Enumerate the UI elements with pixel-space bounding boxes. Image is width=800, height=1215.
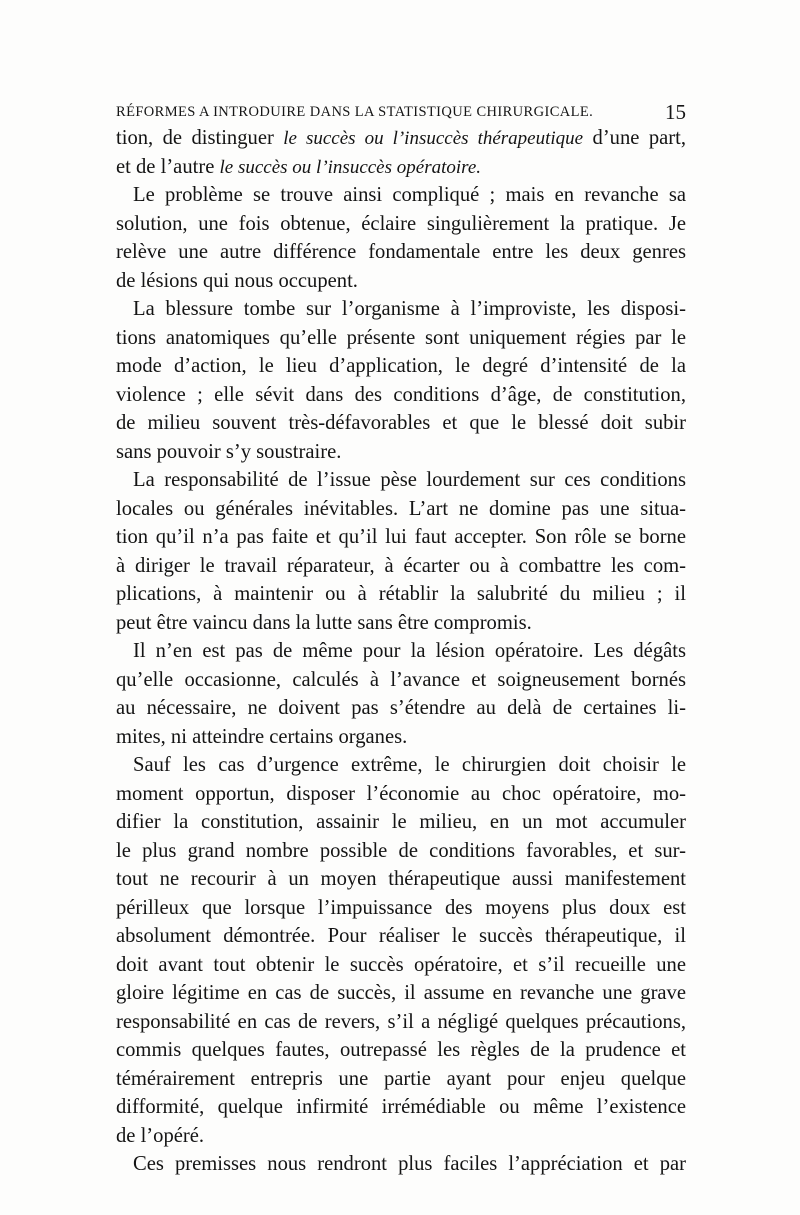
text-line (116, 808, 686, 837)
text-line (116, 466, 686, 495)
text-line (116, 352, 686, 381)
text-line (116, 381, 686, 410)
text-segment: Il n’en est pas de même pour la lésion opératoire. Les dégâts (133, 640, 686, 662)
text-line (116, 694, 686, 723)
text-line (116, 979, 686, 1008)
text-line (116, 1008, 686, 1037)
body-text (116, 124, 686, 1179)
text-line (116, 894, 686, 923)
text-line (116, 495, 686, 524)
running-title: RÉFORMES A INTRODUIRE DANS LA STATISTIQUE CHIRURGICALE. (116, 104, 594, 120)
text-line (116, 267, 686, 296)
text-line (116, 951, 686, 980)
text-segment: mites, ni atteindre certains organes. (116, 725, 408, 748)
text-line (116, 1036, 686, 1065)
text-segment: de lésions qui nous occupent. (116, 269, 358, 292)
running-head (116, 100, 686, 126)
text-line (116, 865, 686, 894)
page-number: 15 (665, 100, 686, 124)
text-line (116, 1150, 686, 1179)
text-line (116, 238, 686, 267)
text-segment: difier la constitution, assainir le milieu, en un mot accumuler (116, 811, 686, 833)
text-segment: violence ; elle sévit dans des conditions d’âge, de constitution, (116, 383, 686, 406)
text-segment: d’une part, (583, 127, 686, 149)
text-line (116, 666, 686, 695)
text-segment: La blessure tombe sur l’organisme à l’improviste, les disposi- (133, 298, 686, 320)
text-segment: commis quelques fautes, outrepassé les règles de la prudence et (116, 1039, 686, 1061)
text-line (116, 295, 686, 324)
text-segment: tout ne recourir à un moyen thérapeutique aussi manifestement (116, 868, 686, 890)
italic-phrase: le succès ou l’insuccès thérapeutique (283, 128, 584, 149)
text-line (116, 409, 686, 438)
text-line (116, 1093, 686, 1122)
text-line (116, 210, 686, 239)
text-segment: gloire légitime en cas de succès, il assume en revanche une grave (116, 982, 686, 1004)
text-segment: tions anatomiques qu’elle présente sont uniquement régies par le (116, 326, 686, 349)
text-line (116, 124, 686, 153)
text-segment: et de l’autre (116, 155, 220, 178)
text-line (116, 580, 686, 609)
text-line (116, 1122, 686, 1151)
text-line (116, 153, 686, 182)
text-segment: au nécessaire, ne doivent pas s’étendre au delà de certaines li- (116, 697, 686, 719)
text-segment: à diriger le travail réparateur, à écarter ou à combattre les com- (116, 554, 686, 577)
text-segment: Ces premisses nous rendront plus faciles l’appréciation et par (133, 1153, 686, 1175)
text-segment: le plus grand nombre possible de conditions favorables, et sur- (116, 839, 686, 862)
text-line (116, 723, 686, 752)
italic-phrase: le succès ou l’insuccès opératoire. (219, 156, 482, 178)
text-segment: sans pouvoir s’y soustraire. (116, 440, 342, 463)
text-line (116, 780, 686, 809)
text-line (116, 637, 686, 666)
text-line (116, 523, 686, 552)
text-line (116, 837, 686, 866)
text-line (116, 438, 686, 467)
text-segment: difformité, quelque infirmité irrémédiable ou même l’existence (116, 1096, 686, 1118)
text-segment: témérairement entrepris une partie ayant pour enjeu quelque (116, 1067, 686, 1090)
text-line (116, 181, 686, 210)
text-line (116, 1065, 686, 1094)
text-segment: tion, de distinguer (116, 127, 284, 149)
text-segment: La responsabilité de l’issue pèse lourdement sur ces conditions (133, 469, 686, 491)
text-segment: moment opportun, disposer l’économie au choc opératoire, mo- (116, 782, 686, 805)
text-segment: solution, une fois obtenue, éclaire singulièrement la pratique. Je (116, 212, 686, 235)
text-segment: responsabilité en cas de revers, s’il a négligé quelques précautions, (116, 1010, 686, 1033)
text-line (116, 922, 686, 951)
text-segment: peut être vaincu dans la lutte sans être compromis. (116, 611, 532, 634)
text-segment: périlleux que lorsque l’impuissance des moyens plus doux est (116, 896, 686, 919)
text-segment: qu’elle occasionne, calculés à l’avance et soigneusement bornés (116, 668, 686, 691)
text-segment: Sauf les cas d’urgence extrême, le chirurgien doit choisir le (133, 754, 686, 776)
text-line (116, 324, 686, 353)
text-line (116, 609, 686, 638)
text-line (116, 552, 686, 581)
text-segment: doit avant tout obtenir le succès opératoire, et s’il recueille une (116, 953, 686, 976)
text-segment: absolument démontrée. Pour réaliser le succès thérapeutique, il (116, 925, 686, 947)
text-segment: locales ou générales inévitables. L’art ne domine pas une situa- (116, 497, 686, 520)
text-segment: de milieu souvent très-défavorables et que le blessé doit subir (116, 412, 686, 434)
text-segment: tion qu’il n’a pas faite et qu’il lui faut accepter. Son rôle se borne (116, 526, 686, 548)
text-line (116, 751, 686, 780)
text-segment: Le problème se trouve ainsi compliqué ; mais en revanche sa (133, 184, 686, 206)
text-segment: plications, à maintenir ou à rétablir la salubrité du milieu ; il (116, 583, 686, 605)
text-segment: relève une autre différence fondamentale entre les deux genres (116, 241, 686, 263)
text-segment: mode d’action, le lieu d’application, le degré d’intensité de la (116, 355, 686, 377)
text-segment: de l’opéré. (116, 1124, 205, 1147)
